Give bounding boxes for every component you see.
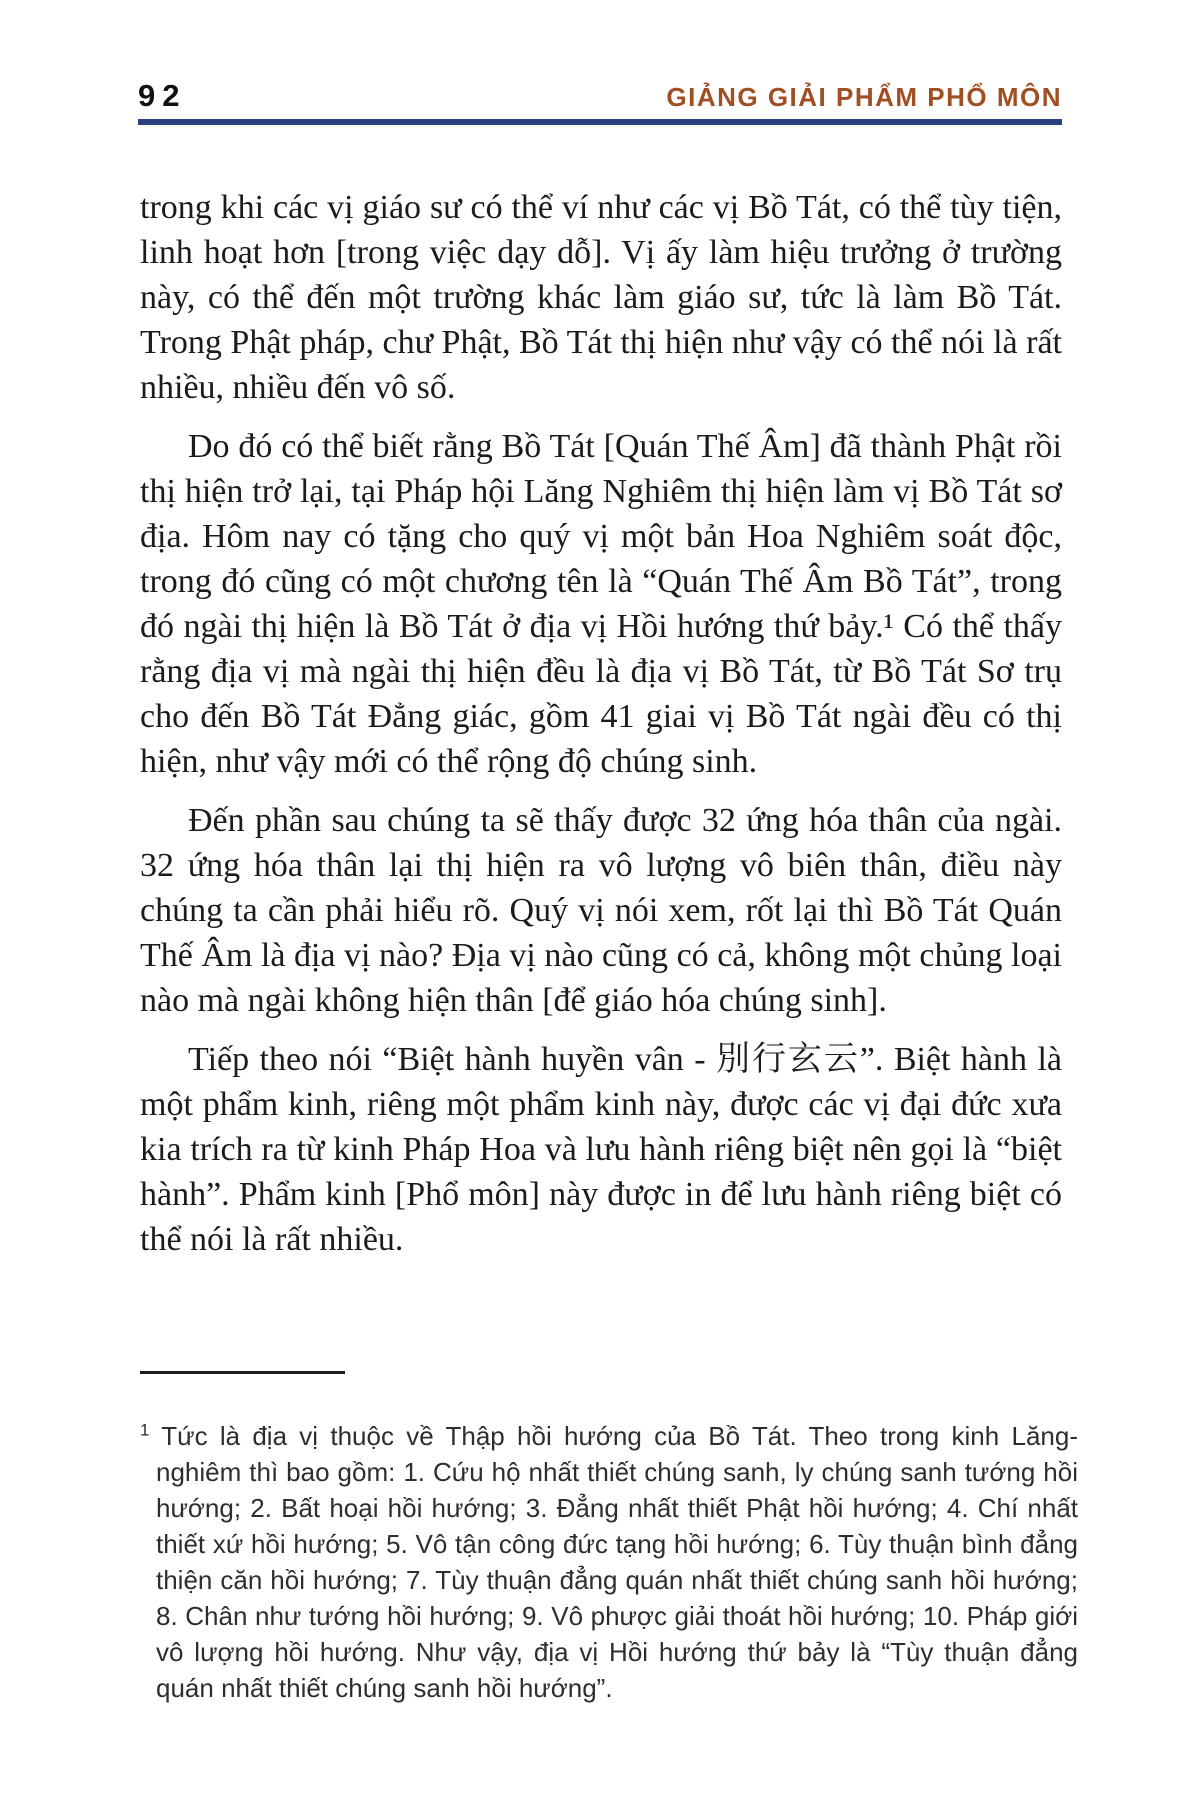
- footnote-marker: 1: [140, 1420, 150, 1440]
- page-number: 92: [138, 78, 187, 113]
- footnote: [140, 1418, 1078, 1706]
- paragraph: Đến phần sau chúng ta sẽ thấy được 32 ứng hóa thân của ngài. 32 ứng hóa thân lại thị hiện ra vô lượng vô biên thân, điều này chúng ta cần phải hiểu rõ. Quý vị nói xem, rốt lại thì Bồ Tát Quán Thế Âm là địa vị nào? Địa vị nào cũng có cả, không một chủng loại nào mà ngài không hiện thân [để giáo hóa chúng sinh].: [140, 802, 1062, 1019]
- running-header-title: GIẢNG GIẢI PHẨM PHỔ MÔN: [666, 82, 1062, 112]
- header-rule: [138, 119, 1062, 125]
- footnote-separator: [140, 1371, 345, 1374]
- paragraph: Tiếp theo nói “Biệt hành huyền vân - 別行玄云”. Biệt hành là một phẩm kinh, riêng một phẩm kinh này, được các vị đại đức xưa kia trích ra từ kinh Pháp Hoa và lưu hành riêng biệt nên gọi là “biệt hành”. Phẩm kinh [Phổ môn] này được in để lưu hành riêng biệt có thể nói là rất nhiều.: [140, 1041, 1062, 1258]
- page-header: [138, 78, 1062, 114]
- footnote-text: Tức là địa vị thuộc về Thập hồi hướng của Bồ Tát. Theo trong kinh Lăng-nghiêm thì bao gồm: 1. Cứu hộ nhất thiết chúng sanh, ly chúng sanh tướng hồi hướng; 2. Bất hoại hồi hướng; 3. Đẳng nhất thiết Phật hồi hướng; 4. Chí nhất thiết xứ hồi hướng; 5. Vô tận công đức tạng hồi hướng; 6. Tùy thuận bình đẳng thiện căn hồi hướng; 7. Tùy thuận đẳng quán nhất thiết chúng sanh hồi hướng; 8. Chân như tướng hồi hướng; 9. Vô phược giải thoát hồi hướng; 10. Pháp giới vô lượng hồi hướng. Như vậy, địa vị Hồi hướng thứ bảy là “Tùy thuận đẳng quán nhất thiết chúng sanh hồi hướng”.: [156, 1421, 1078, 1703]
- paragraph: trong khi các vị giáo sư có thể ví như các vị Bồ Tát, có thể tùy tiện, linh hoạt hơn [trong việc dạy dỗ]. Vị ấy làm hiệu trưởng ở trường này, có thể đến một trường khác làm giáo sư, tức là làm Bồ Tát. Trong Phật pháp, chư Phật, Bồ Tát thị hiện như vậy có thể nói là rất nhiều, nhiều đến vô số.: [140, 189, 1062, 406]
- body-paragraphs: [140, 185, 1062, 1276]
- paragraph: Do đó có thể biết rằng Bồ Tát [Quán Thế Âm] đã thành Phật rồi thị hiện trở lại, tại Pháp hội Lăng Nghiêm thị hiện làm vị Bồ Tát sơ địa. Hôm nay có tặng cho quý vị một bản Hoa Nghiêm soát độc, trong đó cũng có một chương tên là “Quán Thế Âm Bồ Tát”, trong đó ngài thị hiện là Bồ Tát ở địa vị Hồi hướng thứ bảy.¹ Có thể thấy rằng địa vị mà ngài thị hiện đều là địa vị Bồ Tát, từ Bồ Tát Sơ trụ cho đến Bồ Tát Đẳng giác, gồm 41 giai vị Bồ Tát ngài đều có thị hiện, như vậy mới có thể rộng độ chúng sinh.: [140, 428, 1062, 780]
